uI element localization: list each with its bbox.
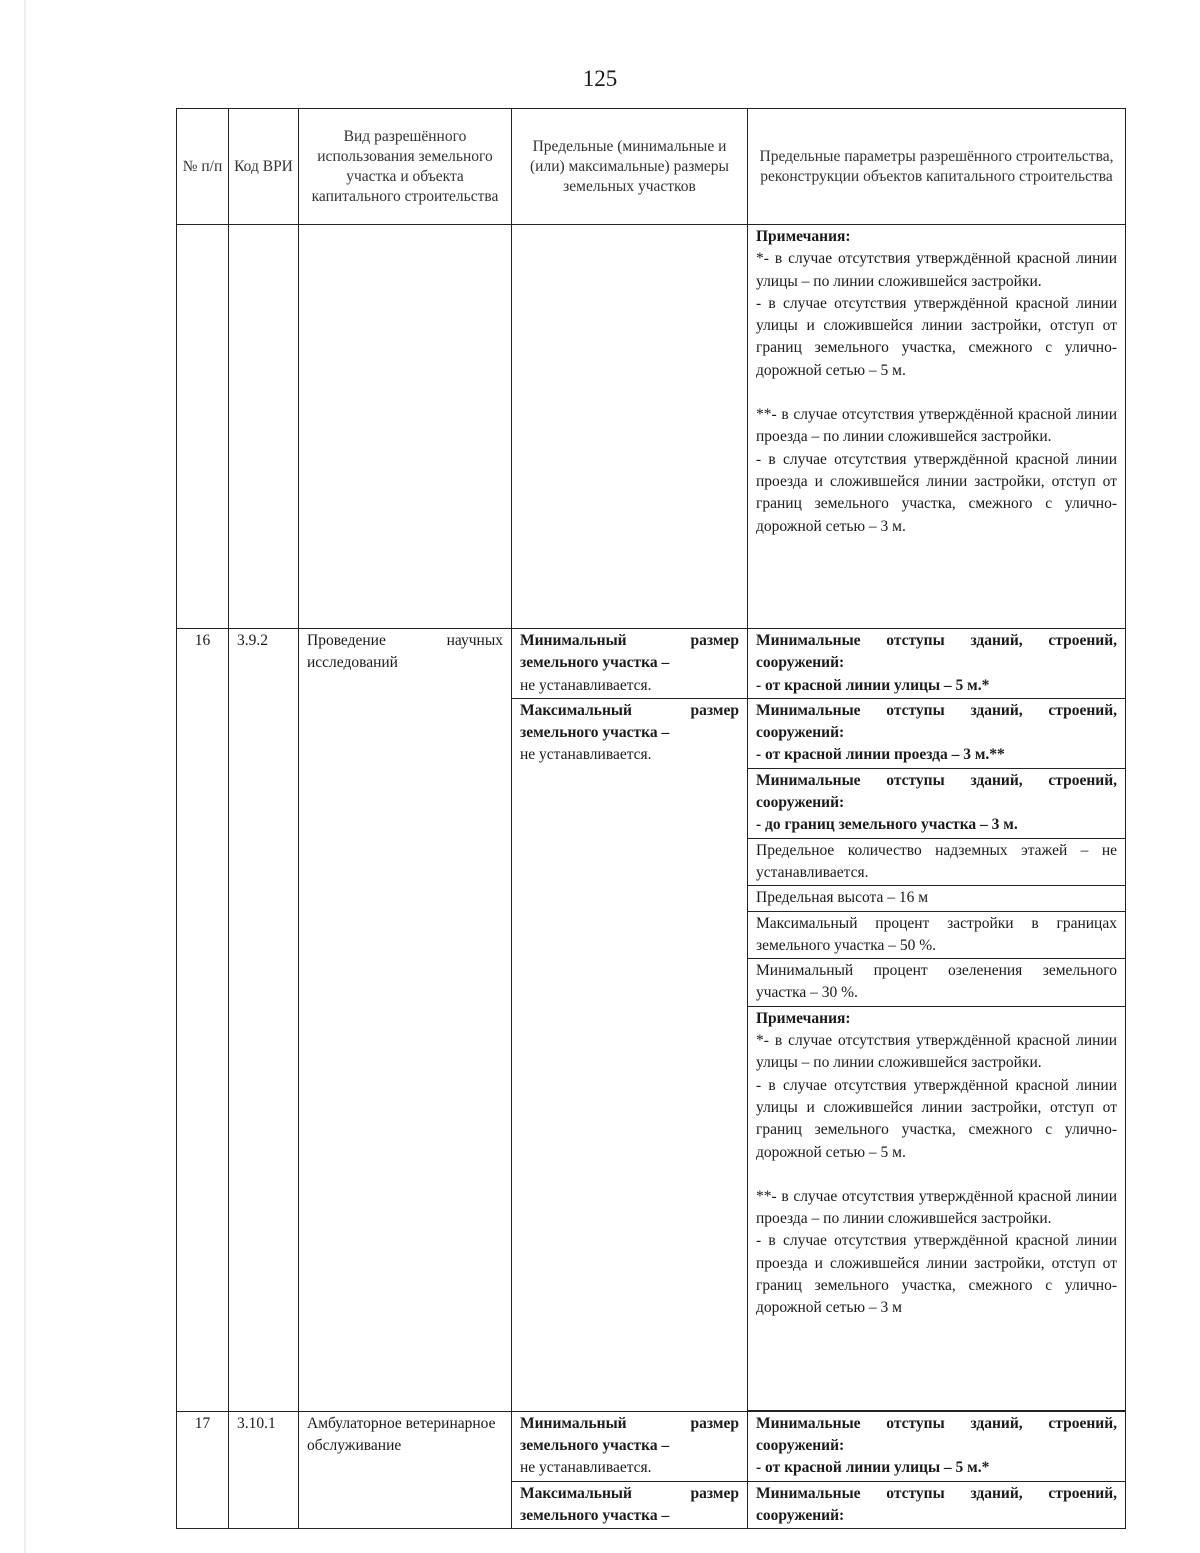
note-text: - в случае отсутствия утверждённой красной линии улицы и сложившейся линии застройки, отступ от границ земельного участка, смежного с улично-дорожной сетью – 5 м. bbox=[756, 294, 1117, 379]
min-size-value: не устанавливается. bbox=[520, 1459, 652, 1477]
param-build-percent: Максимальный процент застройки в границах земельного участка – 50 %. bbox=[748, 911, 1126, 959]
param-height: Предельная высота – 16 м bbox=[748, 886, 1126, 911]
max-size-label: Максимальный размер земельного участка – bbox=[520, 701, 739, 742]
max-size-label: Максимальный размер земельного участка – bbox=[520, 1484, 739, 1524]
max-size-cell bbox=[512, 1481, 748, 1529]
notes-cell bbox=[748, 1006, 1126, 1410]
table-row bbox=[177, 629, 1126, 699]
param-cell bbox=[748, 629, 1126, 699]
param-floors: Предельное количество надземных этажей – не устанавливается. bbox=[748, 838, 1126, 886]
header-kind: Вид разрешённого использования земельного участка и объекта капитального строительства bbox=[299, 109, 512, 225]
param-heading: Минимальные отступы зданий, строений, сооружений: bbox=[756, 1414, 1117, 1455]
param-value: - от красной линии улицы – 5 м.* bbox=[756, 676, 990, 694]
param-value: - до границ земельного участка – 3 м. bbox=[756, 816, 1018, 834]
row-number: 17 bbox=[177, 1411, 229, 1528]
table-header-row bbox=[177, 109, 1126, 225]
note-text: *- в случае отсутствия утверждённой красной линии улицы – по линии сложившейся застройки. bbox=[756, 1032, 1117, 1072]
note-text: - в случае отсутствия утверждённой красной линии улицы и сложившейся линии застройки, отступ от границ земельного участка, смежного с улично-дорожной сетью – 5 м. bbox=[756, 1076, 1117, 1161]
param-heading: Минимальные отступы зданий, строений, сооружений: bbox=[756, 632, 1117, 672]
notes-cell bbox=[748, 225, 1126, 629]
header-params: Предельные параметры разрешённого строительства, реконструкции объектов капитального строительства bbox=[748, 109, 1126, 225]
min-size-cell bbox=[512, 1411, 748, 1481]
page-number: 125 bbox=[582, 66, 618, 91]
param-value: - от красной линии проезда – 3 м.** bbox=[756, 746, 1005, 764]
max-size-cell bbox=[512, 698, 748, 1411]
param-cell bbox=[748, 1411, 1126, 1481]
param-cell bbox=[748, 1481, 1126, 1529]
param-green-percent: Минимальный процент озеленения земельного участка – 30 %. bbox=[748, 959, 1126, 1007]
min-size-cell bbox=[512, 629, 748, 699]
notes-title: Примечания: bbox=[756, 1009, 851, 1027]
param-cell bbox=[748, 698, 1126, 768]
header-sizes: Предельные (минимальные и (или) максимальные) размеры земельных участков bbox=[512, 109, 748, 225]
header-num: № п/п bbox=[177, 109, 229, 225]
param-cell bbox=[748, 768, 1126, 838]
notes-title: Примечания: bbox=[756, 228, 851, 245]
note-text: **- в случае отсутствия утверждённой красной линии проезда – по линии сложившейся застройки. bbox=[756, 1187, 1117, 1228]
zoning-table bbox=[176, 108, 1126, 1529]
param-heading: Минимальные отступы зданий, строений, сооружений: bbox=[756, 701, 1117, 742]
row-number: 16 bbox=[177, 629, 229, 1412]
table-row bbox=[177, 1411, 1126, 1481]
param-heading: Минимальные отступы зданий, строений, сооружений: bbox=[756, 771, 1117, 812]
note-text: **- в случае отсутствия утверждённой красной линии проезда – по линии сложившейся застройки. bbox=[756, 406, 1117, 446]
table-row-continuation bbox=[177, 225, 1126, 629]
max-size-value: не устанавливается. bbox=[520, 746, 652, 764]
min-size-value: не устанавливается. bbox=[520, 676, 652, 694]
min-size-label: Минимальный размер земельного участка – bbox=[520, 1414, 739, 1455]
min-size-label: Минимальный размер земельного участка – bbox=[520, 632, 739, 672]
row-kind: Амбулаторное ветеринарное обслуживание bbox=[299, 1411, 512, 1528]
param-heading: Минимальные отступы зданий, строений, сооружений: bbox=[756, 1484, 1117, 1524]
note-text: *- в случае отсутствия утверждённой красной линии улицы – по линии сложившейся застройки. bbox=[756, 250, 1117, 290]
scan-edge bbox=[24, 0, 26, 1553]
row-code: 3.10.1 bbox=[229, 1411, 299, 1528]
header-code: Код ВРИ bbox=[229, 109, 299, 225]
row-kind: Проведение научных исследований bbox=[299, 629, 512, 1412]
param-value: - от красной линии улицы – 5 м.* bbox=[756, 1459, 990, 1477]
note-text: - в случае отсутствия утверждённой красной линии проезда и сложившейся линии застройки, отступ от границ земельного участка, смежного с улично-дорожной сетью – 3 м. bbox=[756, 450, 1117, 535]
row-code: 3.9.2 bbox=[229, 629, 299, 1412]
note-text: - в случае отсутствия утверждённой красной линии проезда и сложившейся линии застройки, отступ от границ земельного участка, смежного с улично-дорожной сетью – 3 м bbox=[756, 1232, 1117, 1317]
